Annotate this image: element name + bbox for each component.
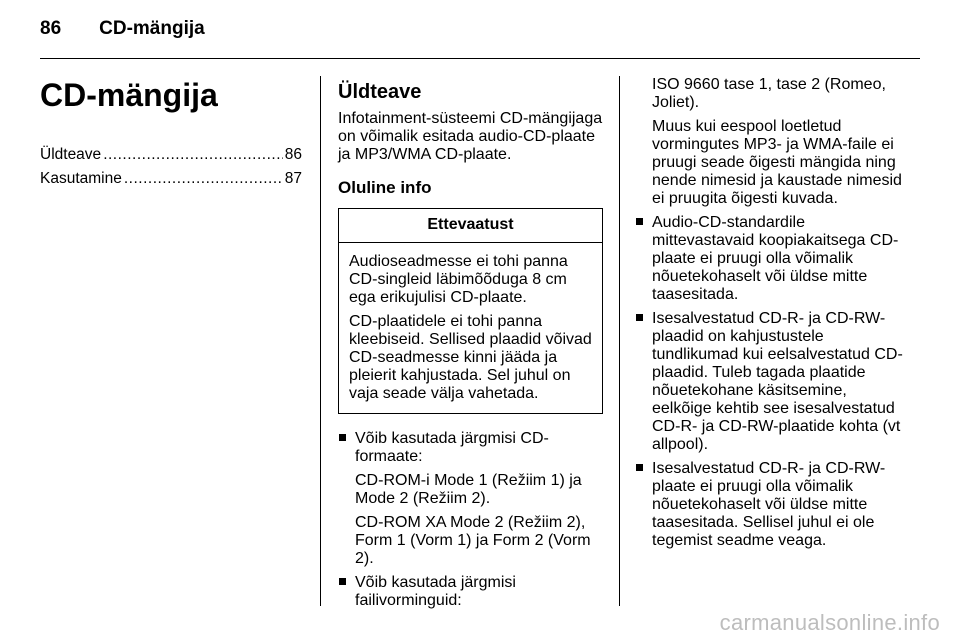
toc-page: 86: [284, 146, 302, 163]
running-title: CD-mängija: [99, 18, 205, 39]
toc-label: Üldteave: [40, 146, 102, 163]
toc-leader: [103, 146, 283, 164]
toc-page: 87: [284, 170, 302, 187]
square-bullet-icon: [636, 314, 643, 321]
column-divider-1: [320, 76, 321, 606]
intro-paragraph: Infotainment-süsteemi CD-mängijaga on võimalik esitada audio-CD-plaate ja MP3/WMA CD-plaate.: [338, 110, 603, 163]
list-item: [635, 214, 907, 304]
caution-box: [338, 208, 603, 414]
column-divider-2: [619, 76, 620, 606]
page-header: [40, 18, 205, 40]
square-bullet-icon: [636, 464, 643, 471]
list-item-text: Võib kasutada järgmisi CD-formaate:: [355, 430, 549, 465]
column-main: [338, 80, 603, 616]
toc-entry-kasutamine[interactable]: [40, 170, 302, 188]
site-watermark: carmanualsonline.info: [719, 610, 940, 635]
list-item-text: Isesalvestatud CD-R- ja CD-RW-plaate ei pruugi olla võimalik nõuetekohaselt või üldse mitte taasesitada. Sellisel juhul ei ole tegemist seadme veaga.: [652, 460, 886, 549]
continued-paragraph: ISO 9660 tase 1, tase 2 (Romeo, Joliet).: [652, 76, 886, 111]
list-item: [338, 574, 603, 610]
caution-title: Ettevaatust: [339, 209, 602, 243]
format-list: [338, 430, 603, 610]
list-item: [635, 460, 907, 550]
toc-leader: [124, 170, 283, 188]
toc-label: Kasutamine: [40, 170, 122, 187]
square-bullet-icon: [339, 578, 346, 585]
list-item-text: Audio-CD-standardile mittevastavaid koopiakaitsega CD-plaate ei pruugi olla võimalik nõuetekohaselt või üldse mitte taasesitada.: [652, 214, 899, 303]
list-item-text: Võib kasutada järgmisi failivorminguid:: [355, 574, 516, 609]
list-item: [635, 310, 907, 454]
page-number: 86: [40, 18, 62, 39]
list-item-subtext: CD-ROM XA Mode 2 (Režiim 2), Form 1 (Vorm 1) ja Form 2 (Vorm 2).: [355, 514, 591, 567]
continued-paragraph: Muus kui eespool loetletud vormingutes MP3- ja WMA-faile ei pruugi seade õigesti mängida ning nende nimesid ja kaustade nimesid ei pruugita õigesti kuvada.: [652, 118, 902, 207]
list-item-subtext: CD-ROM-i Mode 1 (Režiim 1) ja Mode 2 (Režiim 2).: [355, 472, 582, 507]
toc-entry-uldteave[interactable]: [40, 146, 302, 164]
list-item: [338, 430, 603, 568]
chapter-title: CD-mängija: [40, 77, 218, 113]
column-toc: [40, 76, 302, 194]
notes-list: [635, 214, 907, 550]
list-item-text: Isesalvestatud CD-R- ja CD-RW-plaadid on kahjustustele tundlikumad kui eelsalvestatud CD-plaadid. Tuleb tagada plaatide nõuetekohane käsitsemine, eelkõige kehtib see isesalvestatud CD-R- ja CD-RW-plaatide kohta (vt allpool).: [652, 310, 903, 453]
subheading: Oluline info: [338, 178, 432, 197]
header-rule: [40, 58, 920, 59]
caution-body: [339, 243, 602, 413]
square-bullet-icon: [339, 434, 346, 441]
square-bullet-icon: [636, 218, 643, 225]
section-title: Üldteave: [338, 81, 422, 103]
column-continued: [635, 76, 907, 556]
caution-paragraph: CD-plaatidele ei tohi panna kleebiseid. Sellised plaadid võivad CD-seadmesse kinni jääda ja pleierit kahjustada. Sel juhul on vaja seade välja vahetada.: [349, 313, 592, 402]
caution-paragraph: Audioseadmesse ei tohi panna CD-singleid läbimõõduga 8 cm ega erikujulisi CD-plaate.: [349, 253, 568, 306]
